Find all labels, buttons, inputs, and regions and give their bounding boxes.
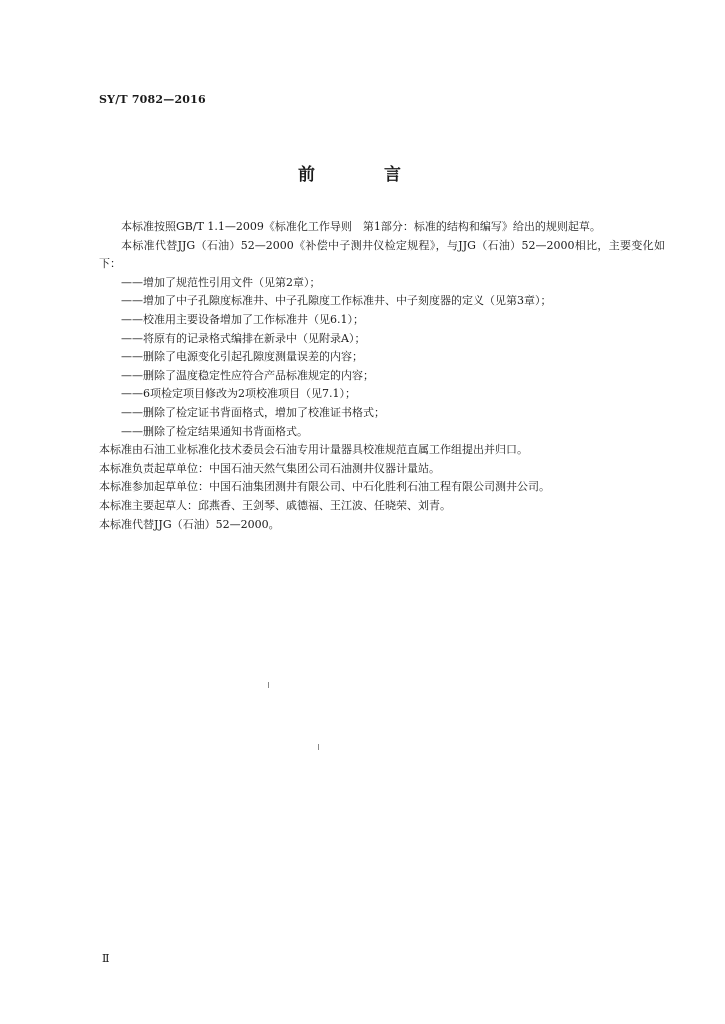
paragraph-superseded: 本标准代替JJG（石油）52—2000。	[99, 517, 280, 531]
change-item: ——删除了检定结果通知书背面格式。	[121, 424, 308, 438]
change-item: ——删除了检定证书背面格式，增加了校准证书格式；	[121, 405, 385, 419]
scan-artifact	[318, 744, 319, 750]
paragraph-proposer: 本标准由石油工业标准化技术委员会石油专用计量器具校准规范直属工作组提出并归口。	[99, 443, 528, 457]
foreword-body	[99, 218, 665, 534]
change-item: ——将原有的记录格式编排在新录中（见附录A）；	[121, 331, 366, 345]
page-title: 前 言	[298, 165, 427, 185]
change-item: ——增加了规范性引用文件（见第2章）；	[121, 275, 321, 289]
paragraph-participating-drafters: 本标准参加起草单位：中国石油集团测井有限公司、中石化胜利石油工程有限公司测井公司。	[99, 480, 550, 494]
standard-code: SY/T 7082—2016	[99, 93, 206, 106]
change-item: ——增加了中子孔隙度标准井、中子孔隙度工作标准井、中子刻度器的定义（见第3章）；	[121, 294, 552, 308]
scan-artifact	[268, 682, 269, 688]
change-item: ——删除了电源变化引起孔隙度测量误差的内容；	[121, 350, 363, 364]
paragraph-main-drafters: 本标准主要起草人：邱燕香、王剑琴、戚德福、王江波、任晓荣、刘青。	[99, 498, 451, 512]
page-number: Ⅱ	[102, 952, 110, 965]
change-item: ——删除了温度稳定性应符合产品标准规定的内容；	[121, 368, 374, 382]
change-list	[99, 274, 665, 441]
paragraph-drafting-rule: 本标准按照GB/T 1.1—2009《标准化工作导则 第1部分：标准的结构和编写》给出的规则起草。	[121, 220, 601, 233]
change-item: ——6项检定项目修改为2项校准项目（见7.1）；	[121, 387, 356, 401]
change-item: ——校准用主要设备增加了工作标准井（见6.1）；	[121, 312, 364, 326]
paragraph-replacement: 本标准代替JJG（石油）52—2000《补偿中子测井仪检定规程》，与JJG（石油）52—2000相比，主要变化如下：	[99, 238, 665, 271]
paragraph-lead-drafter: 本标准负责起草单位：中国石油天然气集团公司石油测井仪器计量站。	[99, 461, 440, 475]
